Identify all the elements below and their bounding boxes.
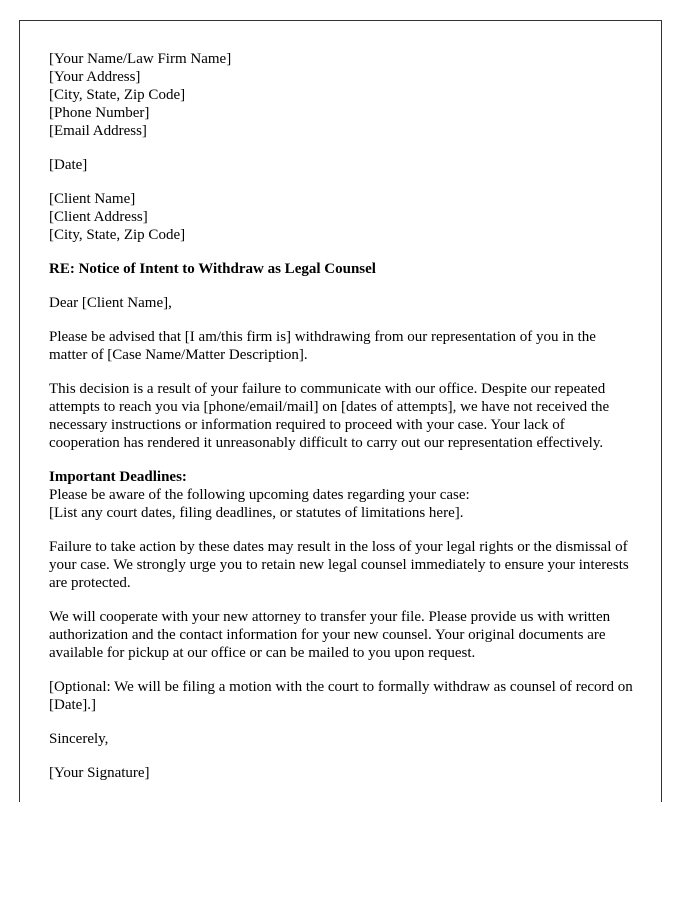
salutation: Dear [Client Name], [49, 295, 172, 311]
sender-block [49, 50, 633, 140]
paragraph-reason: This decision is a result of your failure to communicate with our office. Despite our repeated attempts to reach you via [phone/email/mail] on [dates of attempts], we have not received the necessary instructions or information required to proceed with your case. Your lack of cooperation has rendered it unreasonably difficult to carry out our representation effectively. [49, 381, 610, 451]
sender-city: [City, State, Zip Code] [49, 87, 186, 103]
sender-name: [Your Name/Law Firm Name] [49, 51, 232, 67]
deadlines-list: [List any court dates, filing deadlines, or statutes of limitations here]. [49, 505, 464, 521]
signature: [Your Signature] [49, 765, 150, 781]
recipient-name: [Client Name] [49, 191, 136, 207]
recipient-city: [City, State, Zip Code] [49, 227, 186, 243]
paragraph-consequences: Failure to take action by these dates may result in the loss of your legal rights or the dismissal of your case. We strongly urge you to retain new legal counsel immediately to ensure your interests are protected. [49, 539, 629, 591]
recipient-block [49, 190, 633, 244]
paragraph-file-transfer: We will cooperate with your new attorney to transfer your file. Please provide us with written authorization and the contact information for your new counsel. Your original documents are available for pickup at our office or can be mailed to you upon request. [49, 609, 611, 661]
deadlines-heading: Important Deadlines: [49, 469, 187, 485]
sender-address: [Your Address] [49, 69, 141, 85]
deadlines-intro: Please be aware of the following upcoming dates regarding your case: [49, 487, 470, 503]
paragraph-optional-motion: [Optional: We will be filing a motion with the court to formally withdraw as counsel of record on [Date].] [49, 679, 633, 713]
letter-date: [Date] [49, 157, 88, 173]
deadlines-block [49, 468, 633, 522]
letter-page [19, 20, 662, 802]
paragraph-withdrawal: Please be advised that [I am/this firm is] withdrawing from our representation of you in the matter of [Case Name/Matter Description]. [49, 329, 596, 363]
sender-phone: [Phone Number] [49, 105, 150, 121]
sender-email: [Email Address] [49, 123, 147, 139]
subject-line: RE: Notice of Intent to Withdraw as Legal Counsel [49, 261, 376, 277]
closing: Sincerely, [49, 731, 109, 747]
recipient-address: [Client Address] [49, 209, 148, 225]
